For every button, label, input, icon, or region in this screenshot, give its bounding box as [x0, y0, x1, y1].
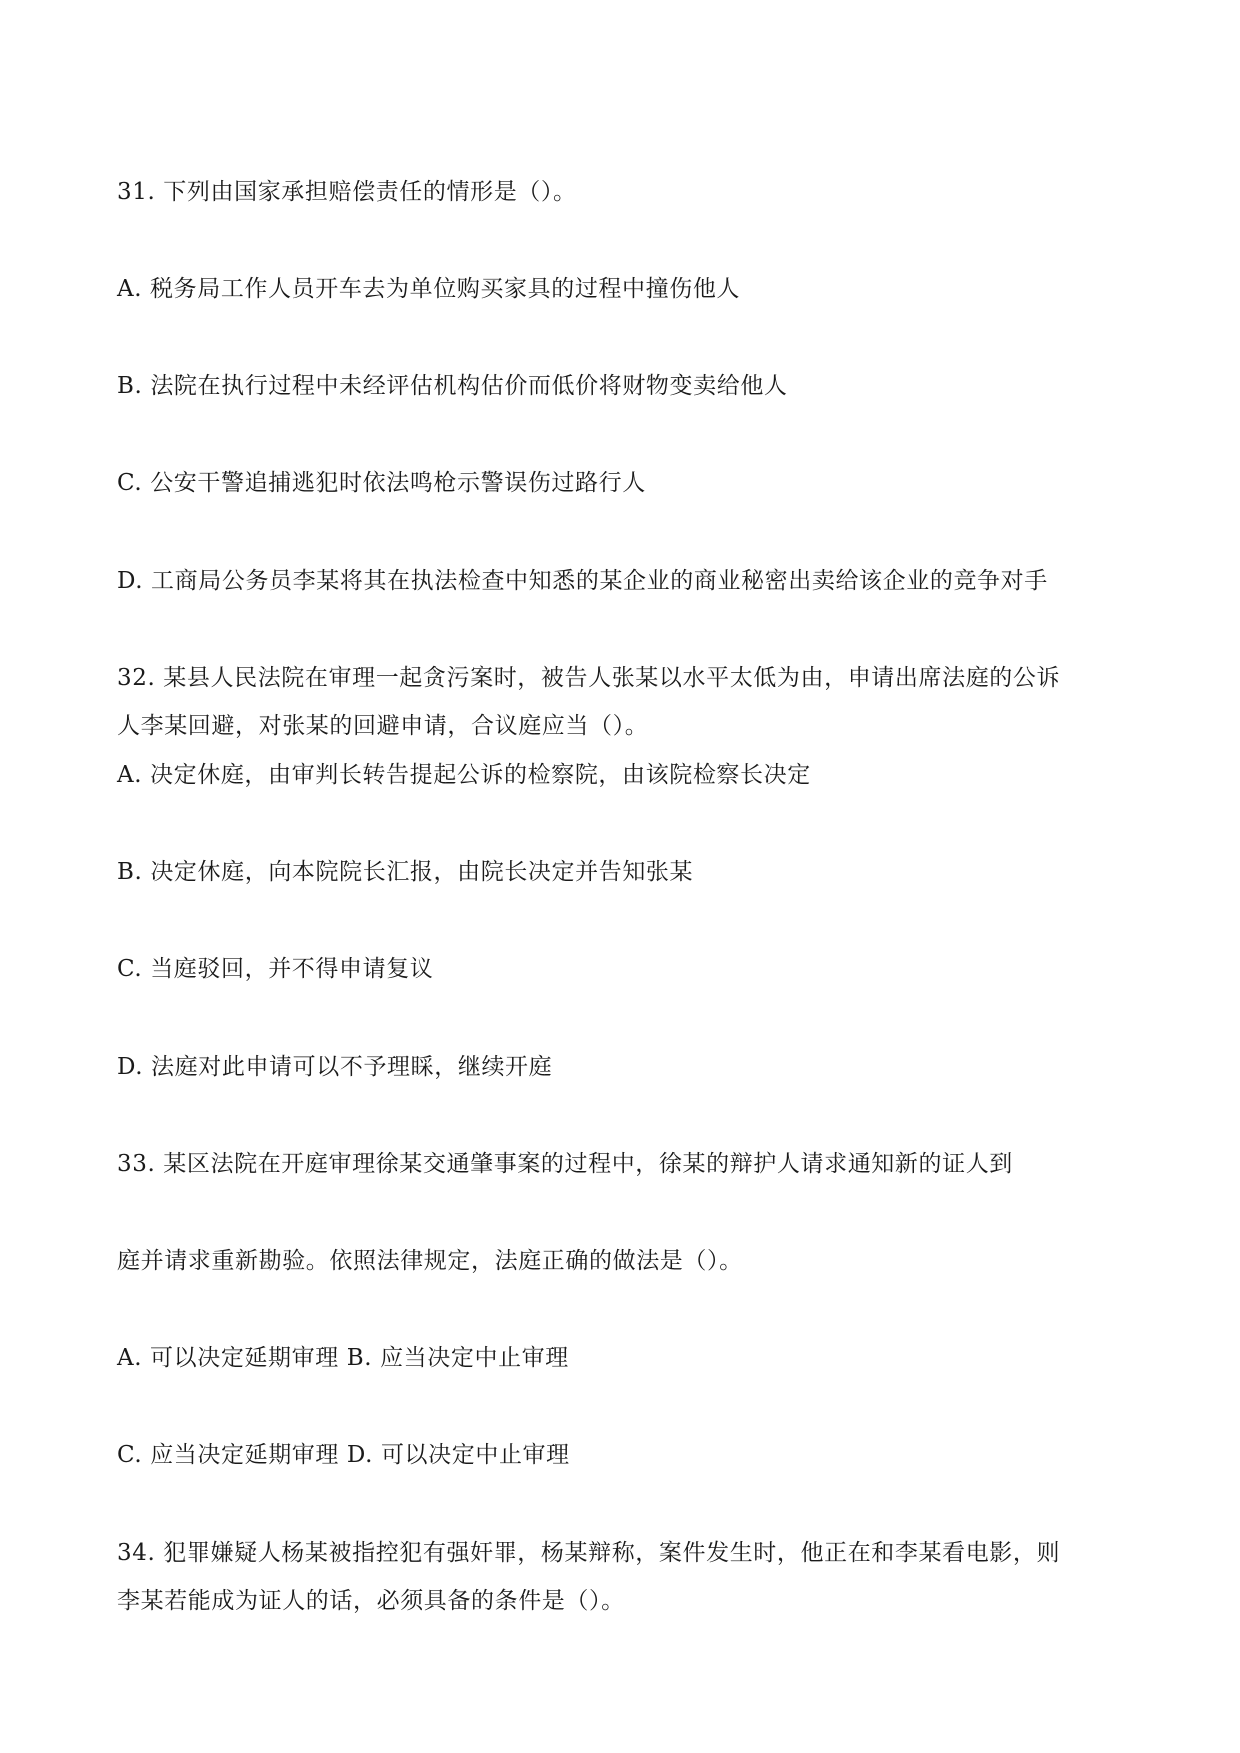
question-31-option-a: A. 税务局工作人员开车去为单位购买家具的过程中撞伤他人 [117, 276, 741, 302]
question-31-option-c: C. 公安干警追捕逃犯时依法鸣枪示警误伤过路行人 [117, 470, 646, 496]
question-32-option-b: B. 决定休庭，向本院院长汇报，由院长决定并告知张某 [117, 859, 694, 885]
question-31-stem: 31. 下列由国家承担赔偿责任的情形是（）。 [117, 179, 577, 205]
question-32-stem-line-2: 人李某回避，对张某的回避申请，合议庭应当（）。 [117, 713, 649, 739]
question-32-option-d: D. 法庭对此申请可以不予理睬，继续开庭 [117, 1054, 553, 1080]
question-34-stem-line-2: 李某若能成为证人的话，必须具备的条件是（）。 [117, 1588, 625, 1614]
question-31-option-d: D. 工商局公务员李某将其在执法检查中知悉的某企业的商业秘密出卖给该企业的竞争对手 [117, 568, 1048, 594]
question-33-options-cd: C. 应当决定延期审理 D. 可以决定中止审理 [117, 1442, 570, 1468]
question-32-option-c: C. 当庭驳回，并不得申请复议 [117, 956, 434, 982]
question-33-stem-line-1: 33. 某区法院在开庭审理徐某交通肇事案的过程中，徐某的辩护人请求通知新的证人到 [117, 1151, 1013, 1177]
question-33-stem-line-2: 庭并请求重新勘验。依照法律规定，法庭正确的做法是（）。 [117, 1248, 743, 1274]
question-31-option-b: B. 法院在执行过程中未经评估机构估价而低价将财物变卖给他人 [117, 373, 788, 399]
question-34-stem-line-1: 34. 犯罪嫌疑人杨某被指控犯有强奸罪，杨某辩称，案件发生时，他正在和李某看电影，则 [117, 1540, 1061, 1566]
question-32-stem-line-1: 32. 某县人民法院在审理一起贪污案时，被告人张某以水平太低为由，申请出席法庭的公诉 [117, 665, 1061, 691]
question-33-options-ab: A. 可以决定延期审理 B. 应当决定中止审理 [117, 1345, 569, 1371]
question-32-option-a: A. 决定休庭，由审判长转告提起公诉的检察院，由该院检察长决定 [117, 762, 811, 788]
